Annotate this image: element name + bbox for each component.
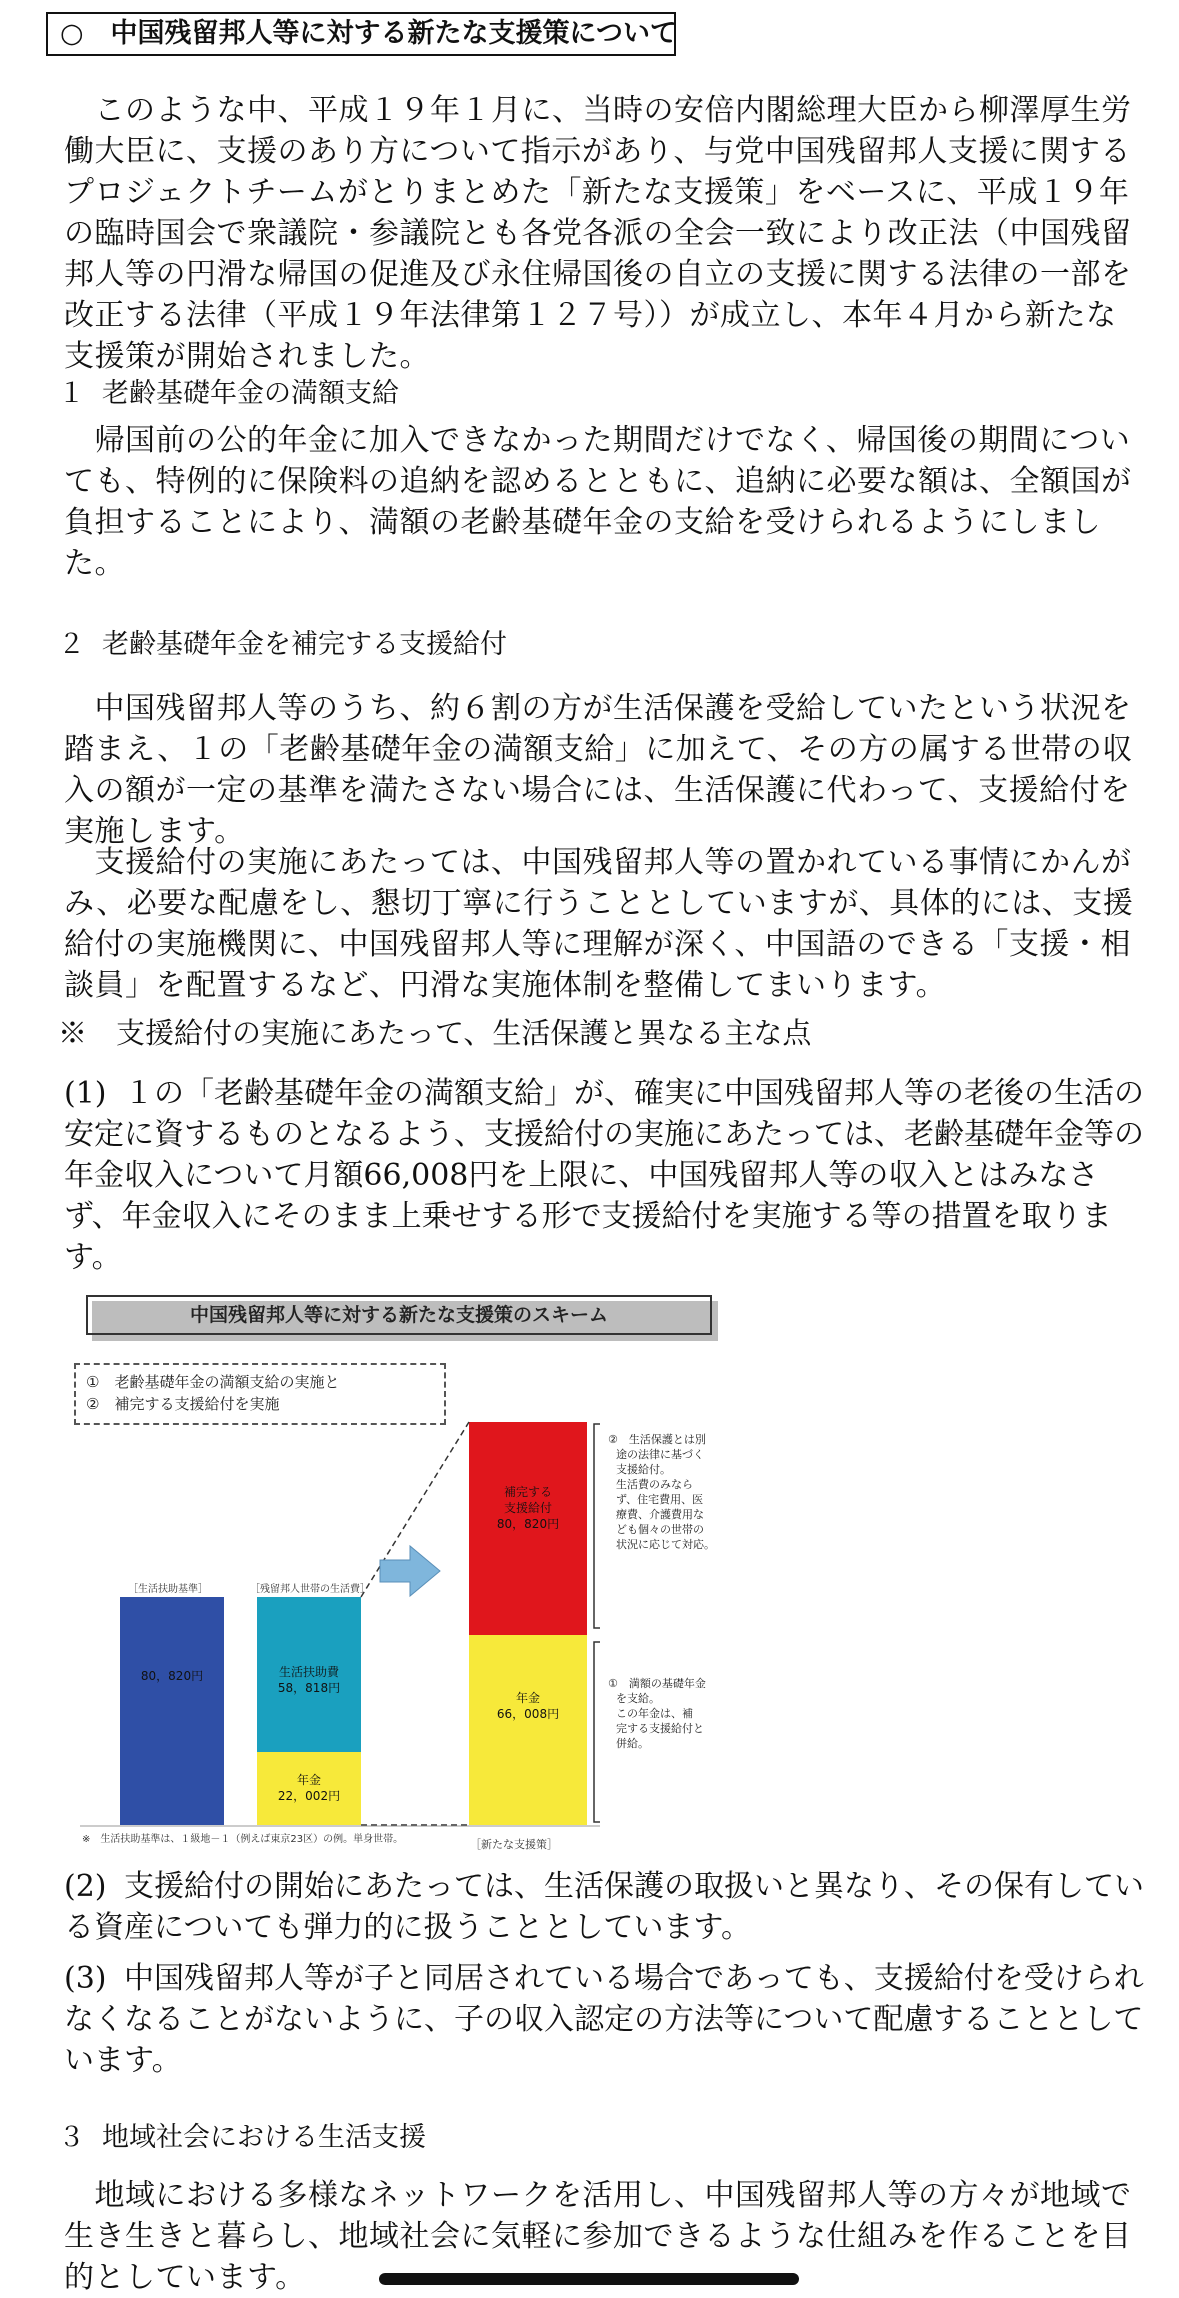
note-2-line-6: 療費、介護費用な: [616, 1508, 704, 1521]
living-pension-label-1: 年金: [296, 1773, 321, 1787]
note-2-line-5: ず、住宅費用、医: [616, 1493, 704, 1506]
note-1-line-5: 併給。: [616, 1737, 649, 1750]
note-1-line-1: ① 満額の基礎年金: [608, 1677, 706, 1690]
note-2-line-1: ② 生活保護とは別: [608, 1433, 706, 1446]
living-pension-label-2: 22，002円: [277, 1789, 341, 1803]
figure-footnote: ※ 生活扶助基準は、１級地－１（例えば東京23区）の例。単身世帯。: [82, 1834, 404, 1845]
living-support-label-1: 生活扶助費: [278, 1665, 339, 1679]
bracket-bottom: [594, 1642, 600, 1822]
caption-standard: ［生活扶助基準］: [128, 1584, 208, 1595]
section-2-number: ２: [58, 629, 85, 660]
note-2-line-2: 途の法律に基づく: [616, 1448, 704, 1461]
list-item-3-label: (3): [64, 1961, 107, 1996]
section-1-title: 老齢基礎年金の満額支給: [102, 378, 399, 409]
home-indicator[interactable]: [379, 2273, 799, 2285]
pension-label-1: 年金: [515, 1691, 540, 1705]
supplement-label-3: 80，820円: [496, 1517, 560, 1531]
note-2-line-3: 支援給付。: [616, 1463, 671, 1476]
note-1-line-3: この年金は、補: [616, 1707, 693, 1720]
section-3-body: 地域における多様なネットワークを活用し、中国残留邦人等の方々が地域で生き生きと暮らし、地域社会に気軽に参加できるような仕組みを作ることを目的としています。: [64, 2178, 1132, 2295]
caption-living-cost: ［残留邦人世帯の生活費］: [250, 1584, 370, 1595]
section-2-title: 老齢基礎年金を補完する支援給付: [102, 629, 507, 660]
list-item-1-label: (1): [64, 1076, 107, 1111]
bracket-top: [594, 1424, 600, 1628]
standard-bar: [120, 1597, 224, 1825]
living-support-label: [257, 1664, 361, 1696]
figure-summary-line-1: ① 老齢基礎年金の満額支給の実施と: [86, 1373, 340, 1391]
living-pension-label: [257, 1772, 361, 1804]
list-item-1-text: １の「老齢基礎年金の満額支給」が、確実に中国残留邦人等の老後の生活の安定に資するものとなるよう、支援給付の実施にあたっては、老齢基礎年金等の年金収入について月額66,008円を上限に、中国残留邦人等の収入とはみなさず、年金収入にそのまま上乗せする形で支援給付を実施する等の措置を取ります。: [64, 1076, 1144, 1275]
supplement-label-1: 補完する: [503, 1485, 552, 1499]
list-item-3: [64, 1958, 1144, 2081]
page-title: ○ 中国残留邦人等に対する新たな支援策について: [46, 12, 676, 56]
section-3-number: ３: [58, 2122, 85, 2153]
note-2-line-8: 状況に応じて対応。: [616, 1538, 715, 1551]
supplement-label-2: 支援給付: [503, 1501, 552, 1515]
section-3-title: 地域社会における生活支援: [102, 2122, 426, 2153]
section-3-heading: [58, 2120, 426, 2156]
section-1-body: 帰国前の公的年金に加入できなかった期間だけでなく、帰国後の期間についても、特例的に保険料の追納を認めるとともに、追納に必要な額は、全額国が負担することにより、満額の老齢基礎年金の支給を受けられるようにしました。: [64, 423, 1132, 581]
living-support-label-2: 58，818円: [277, 1681, 341, 1695]
pension-label: [469, 1690, 587, 1722]
section-1-number: １: [58, 378, 85, 409]
note-2-line-7: ども個々の世帯の: [616, 1523, 704, 1536]
caption-new-measures: ［新たな支援策］: [470, 1838, 558, 1851]
note-1-line-4: 完する支援給付と: [616, 1722, 704, 1735]
list-item-3-text: 中国残留邦人等が子と同居されている場合であっても、支援給付を受けられなくなることがないように、子の収入認定の方法等について配慮することとしています。: [64, 1961, 1144, 2078]
pension-label-2: 66，008円: [496, 1707, 560, 1721]
arrow-icon: [380, 1546, 440, 1596]
list-item-2: [64, 1866, 1144, 1948]
note-1-line-2: を支給。: [616, 1692, 660, 1705]
figure-summary-line-2: ② 補完する支援給付を実施: [86, 1395, 280, 1413]
pension-bar: [469, 1635, 587, 1825]
note-full-pension: [608, 1676, 748, 1751]
section-2-body-2: 支援給付の実施にあたっては、中国残留邦人等の置かれている事情にかんがみ、必要な配慮をし、懇切丁寧に行うこととしていますが、具体的には、支援給付の実施機関に、中国残留邦人等に理解が深く、中国語のできる「支援・相談員」を配置するなど、円滑な実施体制を整備してまいります。: [64, 845, 1134, 1003]
note-2-line-4: 生活費のみなら: [616, 1478, 693, 1491]
supplement-label: [469, 1484, 587, 1532]
intro-paragraph: このような中、平成１９年１月に、当時の安倍内閣総理大臣から柳澤厚生労働大臣に、支援のあり方について指示があり、与党中国残留邦人支援に関するプロジェクトチームがとりまとめた「新たな支援策」をベースに、平成１９年の臨時国会で衆議院・参議院とも各党各派の全会一致により改正法（中国残留邦人等の円滑な帰国の促進及び永住帰国後の自立の支援に関する法律の一部を改正する法律（平成１９年法律第１２７号））が成立し、本年４月から新たな支援策が開始されました。: [64, 93, 1132, 374]
standard-bar-label: 80，820円: [140, 1669, 204, 1683]
figure-title: 中国残留邦人等に対する新たな支援策のスキーム: [86, 1295, 712, 1335]
note-support-benefit: [608, 1432, 748, 1552]
section-2-body-1: 中国残留邦人等のうち、約６割の方が生活保護を受給していたという状況を踏まえ、１の「老齢基礎年金の満額支給」に加えて、その方の属する世帯の収入の額が一定の基準を満たさない場合には、生活保護に代わって、支援給付を実施します。: [64, 691, 1133, 849]
note-heading: ※ 支援給付の実施にあたって、生活保護と異なる主な点: [58, 1016, 812, 1050]
list-item-2-text: 支援給付の開始にあたっては、生活保護の取扱いと異なり、その保有している資産についても弾力的に扱うこととしています。: [64, 1869, 1144, 1945]
list-item-2-label: (2): [64, 1869, 107, 1904]
